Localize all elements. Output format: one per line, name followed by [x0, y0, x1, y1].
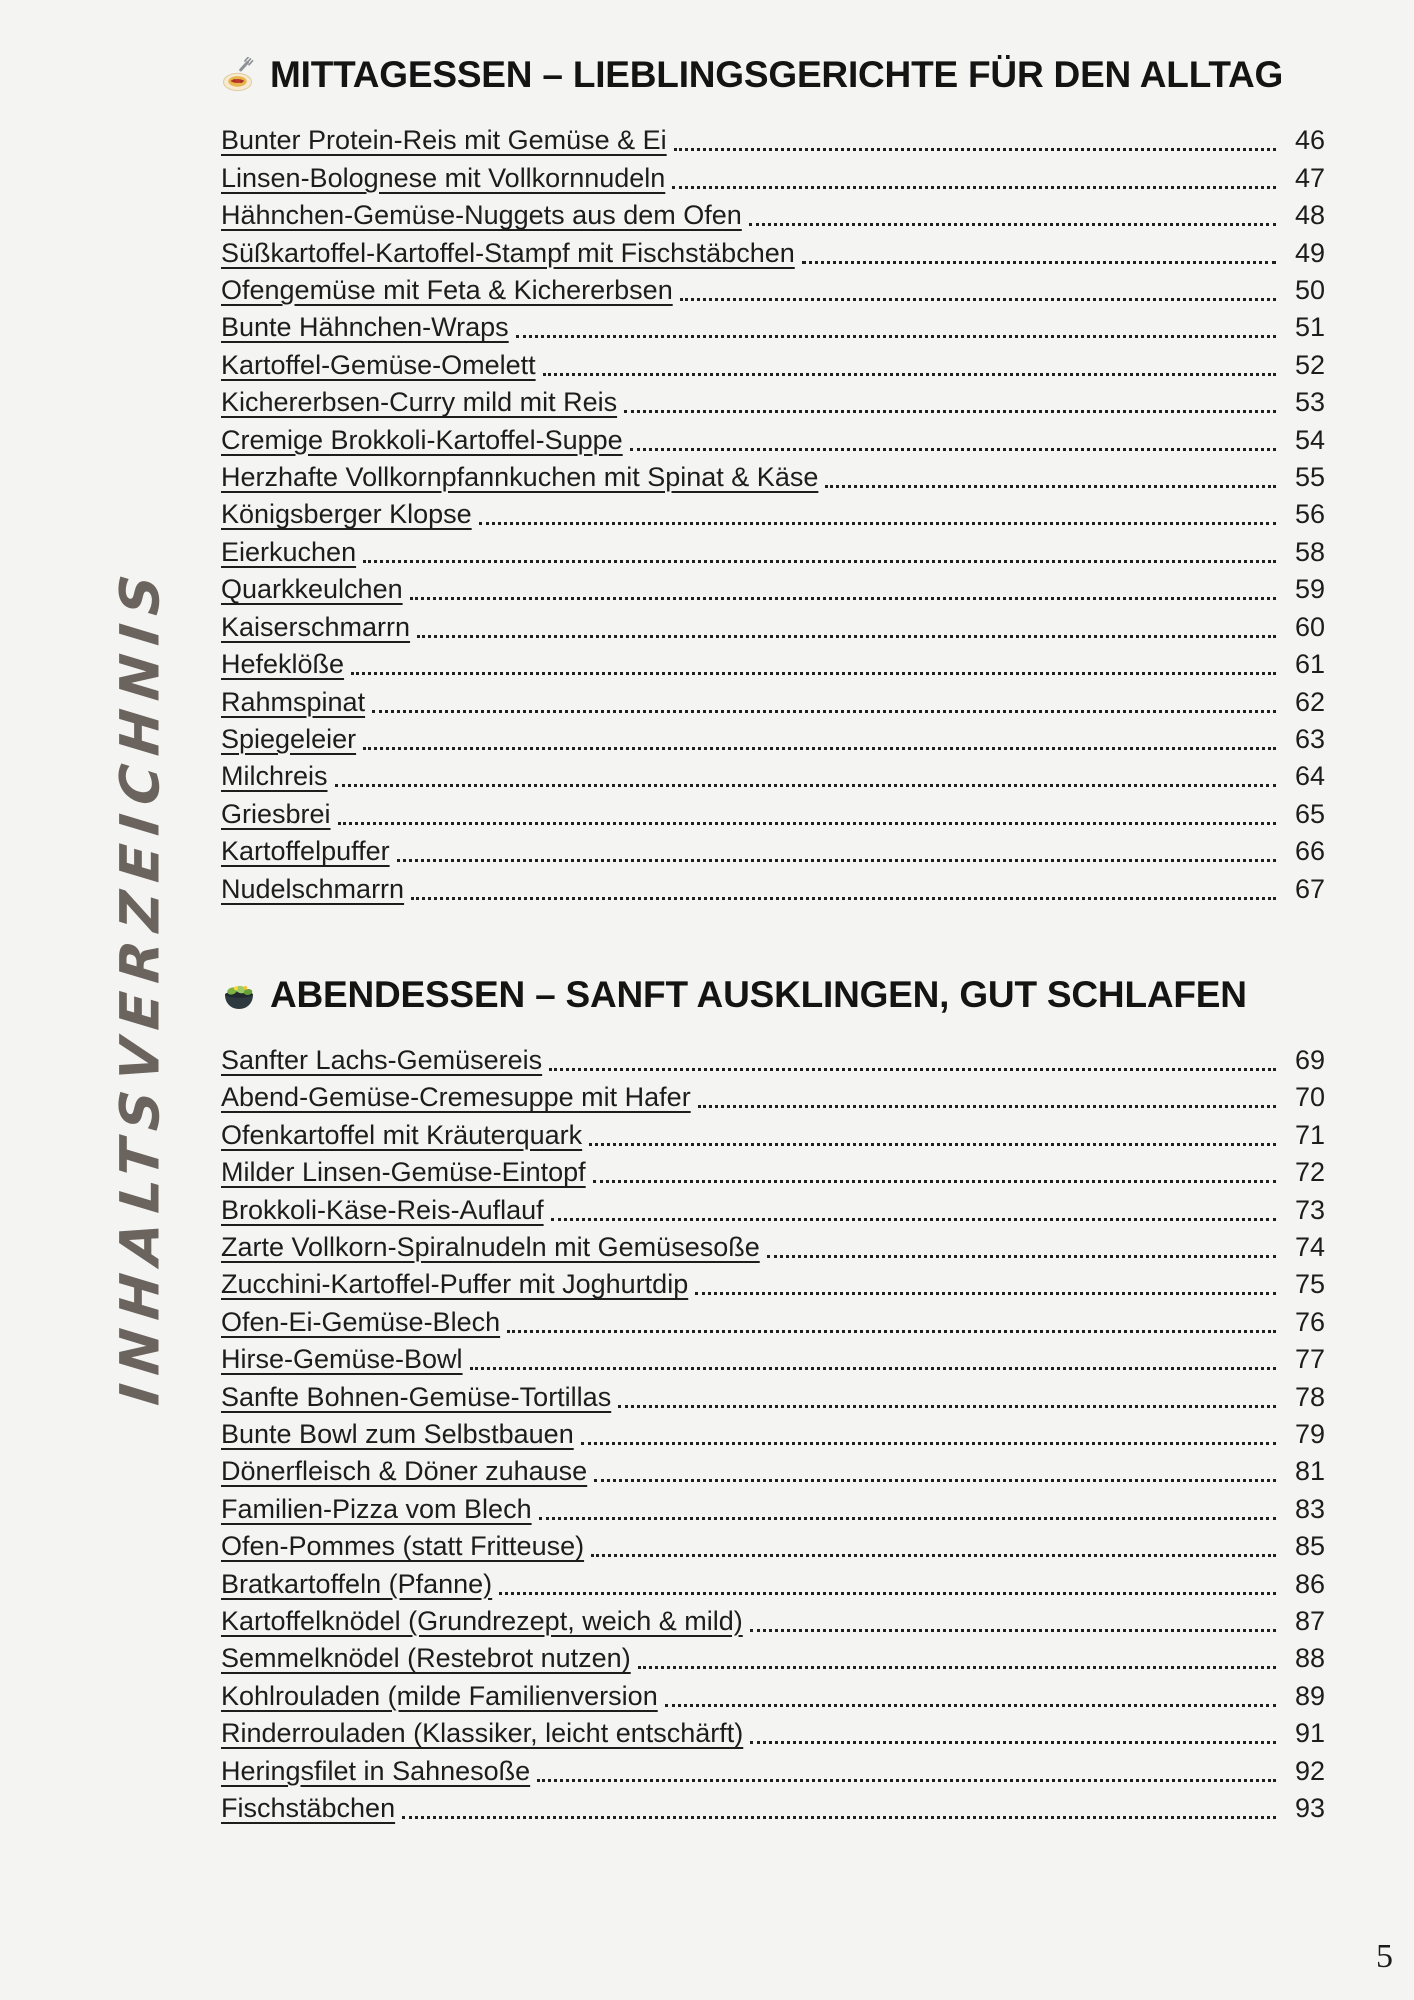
dot-leader: [749, 223, 1276, 226]
toc-entry[interactable]: [221, 870, 1325, 907]
toc-entry-title[interactable]: Ofengemüse mit Feta & Kichererbsen: [221, 275, 673, 306]
dot-leader: [539, 1517, 1276, 1520]
toc-entry-page: 89: [1294, 1680, 1325, 1711]
toc-entry-title[interactable]: Sanfte Bohnen-Gemüse-Tortillas: [221, 1381, 612, 1412]
dot-leader: [516, 335, 1276, 338]
toc-entry[interactable]: [221, 1490, 1325, 1527]
toc-entry-page: 73: [1294, 1194, 1325, 1225]
toc-entry-page: 53: [1294, 387, 1325, 418]
toc-list-abendessen: [221, 1042, 1325, 1828]
toc-entry[interactable]: [221, 1229, 1325, 1266]
toc-entry-page: 61: [1294, 649, 1325, 680]
dot-leader: [630, 448, 1276, 451]
toc-entry-title[interactable]: Cremige Brokkoli-Kartoffel-Suppe: [221, 424, 623, 455]
toc-entry[interactable]: [221, 1677, 1325, 1714]
dot-leader: [397, 859, 1276, 862]
toc-entry-title[interactable]: Eierkuchen: [221, 536, 357, 567]
dot-leader: [767, 1255, 1276, 1258]
toc-entry[interactable]: [221, 533, 1325, 570]
toc-entry-title[interactable]: Kichererbsen-Curry mild mit Reis: [221, 387, 618, 418]
toc-entry-title[interactable]: Ofen-Pommes (statt Fritteuse): [221, 1531, 585, 1562]
toc-entry-title[interactable]: Rinderrouladen (Klassiker, leicht entschärft): [221, 1718, 744, 1749]
toc-entry[interactable]: [221, 1640, 1325, 1677]
dot-leader: [549, 1068, 1276, 1071]
dot-leader: [750, 1741, 1276, 1744]
dot-leader: [624, 410, 1276, 413]
toc-entry-page: 86: [1294, 1568, 1325, 1599]
toc-entry-page: 54: [1294, 424, 1325, 455]
dot-leader: [338, 822, 1276, 825]
dot-leader: [470, 1367, 1276, 1370]
section-title: ABENDESSEN – SANFT AUSKLINGEN, GUT SCHLAFEN: [270, 973, 1247, 1015]
toc-entry[interactable]: [221, 683, 1325, 720]
toc-entry[interactable]: [221, 159, 1325, 196]
toc-entry-title[interactable]: Heringsfilet in Sahnesoße: [221, 1755, 531, 1786]
toc-entry-title[interactable]: Bunter Protein-Reis mit Gemüse & Ei: [221, 125, 667, 156]
toc-entry-page: 51: [1294, 312, 1325, 343]
toc-entry[interactable]: [221, 758, 1325, 795]
toc-entry-page: 48: [1294, 200, 1325, 231]
section-heading-mittagessen: [221, 54, 1325, 96]
section-abendessen: [221, 974, 1325, 1828]
toc-entry[interactable]: [221, 1752, 1325, 1789]
toc-entry[interactable]: [221, 1453, 1325, 1490]
toc-entry-page: 58: [1294, 536, 1325, 567]
toc-entry-page: 47: [1294, 162, 1325, 193]
toc-entry[interactable]: [221, 833, 1325, 870]
toc-entry[interactable]: [221, 1790, 1325, 1827]
toc-entry-title[interactable]: Kohlrouladen (milde Familienversion: [221, 1680, 658, 1711]
toc-entry[interactable]: [221, 1715, 1325, 1752]
toc-entry-page: 69: [1294, 1044, 1325, 1075]
toc-entry[interactable]: [221, 122, 1325, 159]
toc-entry[interactable]: [221, 421, 1325, 458]
toc-entry-title[interactable]: Kartoffelpuffer: [221, 836, 390, 867]
section-heading-abendessen: [221, 974, 1325, 1016]
dot-leader: [680, 298, 1276, 301]
toc-entry[interactable]: [221, 384, 1325, 421]
toc-entry[interactable]: [221, 1154, 1325, 1191]
toc-entry[interactable]: [221, 608, 1325, 645]
toc-entry-page: 77: [1294, 1344, 1325, 1375]
toc-entry[interactable]: [221, 1378, 1325, 1415]
toc-entry-title[interactable]: Milchreis: [221, 761, 328, 792]
toc-entry-title[interactable]: Hirse-Gemüse-Bowl: [221, 1344, 463, 1375]
toc-entry-page: 92: [1294, 1755, 1325, 1786]
toc-entry[interactable]: [221, 234, 1325, 271]
toc-entry-page: 49: [1294, 237, 1325, 268]
dot-leader: [695, 1292, 1276, 1295]
dot-leader: [593, 1180, 1276, 1183]
toc-entry[interactable]: [221, 1116, 1325, 1153]
toc-entry-page: 88: [1294, 1643, 1325, 1674]
toc-entry-title[interactable]: Königsberger Klopse: [221, 499, 472, 530]
toc-entry[interactable]: [221, 1303, 1325, 1340]
salad-bowl-emoji-icon: [221, 977, 257, 1013]
toc-entry-page: 83: [1294, 1493, 1325, 1524]
dot-leader: [537, 1779, 1276, 1782]
dot-leader: [665, 1704, 1276, 1707]
dot-leader: [638, 1666, 1276, 1669]
toc-entry-page: 70: [1294, 1082, 1325, 1113]
toc-entry-page: 64: [1294, 761, 1325, 792]
toc-entry-page: 63: [1294, 723, 1325, 754]
toc-entry-page: 75: [1294, 1269, 1325, 1300]
toc-entry-page: 46: [1294, 125, 1325, 156]
toc-entry-title[interactable]: Semmelknödel (Restebrot nutzen): [221, 1643, 631, 1674]
toc-entry[interactable]: [221, 1266, 1325, 1303]
section-title: MITTAGESSEN – LIEBLINGSGERICHTE FÜR DEN ALLTAG: [270, 54, 1284, 95]
toc-entry-title[interactable]: Nudelschmarrn: [221, 873, 405, 904]
toc-entry[interactable]: [221, 1191, 1325, 1228]
toc-entry-title[interactable]: Milder Linsen-Gemüse-Eintopf: [221, 1157, 586, 1188]
toc-entry[interactable]: [221, 1565, 1325, 1602]
toc-entry-title[interactable]: Sanfter Lachs-Gemüsereis: [221, 1044, 543, 1075]
toc-entry[interactable]: [221, 1603, 1325, 1640]
toc-entry-title[interactable]: Griesbrei: [221, 798, 331, 829]
toc-entry-title[interactable]: Zucchini-Kartoffel-Puffer mit Joghurtdip: [221, 1269, 689, 1300]
dot-leader: [543, 373, 1276, 376]
dot-leader: [698, 1105, 1276, 1108]
toc-entry-title[interactable]: Ofen-Ei-Gemüse-Blech: [221, 1306, 501, 1337]
toc-entry-title[interactable]: Hefeklöße: [221, 649, 345, 680]
toc-entry-page: 65: [1294, 798, 1325, 829]
toc-entry[interactable]: [221, 459, 1325, 496]
toc-entry-page: 67: [1294, 873, 1325, 904]
toc-entry[interactable]: [221, 197, 1325, 234]
dot-leader: [802, 261, 1276, 264]
toc-entry-page: 87: [1294, 1606, 1325, 1637]
toc-entry-page: 74: [1294, 1231, 1325, 1262]
dot-leader: [417, 635, 1276, 638]
toc-entry-title[interactable]: Süßkartoffel-Kartoffel-Stampf mit Fischstäbchen: [221, 237, 795, 268]
toc-entry-title[interactable]: Spiegeleier: [221, 723, 357, 754]
dot-leader: [589, 1143, 1276, 1146]
toc-entry-title[interactable]: Quarkkeulchen: [221, 574, 403, 605]
toc-entry[interactable]: [221, 571, 1325, 608]
toc-entry[interactable]: [221, 272, 1325, 309]
toc-entry-page: 79: [1294, 1419, 1325, 1449]
toc-entry-title[interactable]: Zarte Vollkorn-Spiralnudeln mit Gemüsesoße: [221, 1231, 760, 1262]
dot-leader: [363, 747, 1276, 750]
toc-entry-title[interactable]: Abend-Gemüse-Cremesuppe mit Hafer: [221, 1082, 691, 1113]
toc-entry-page: 72: [1294, 1157, 1325, 1188]
toc-entry[interactable]: [221, 1079, 1325, 1116]
toc-entry[interactable]: [221, 795, 1325, 832]
toc-entry-page: 52: [1294, 349, 1325, 380]
dot-leader: [507, 1330, 1276, 1333]
dot-leader: [591, 1554, 1276, 1557]
toc-entry-page: 60: [1294, 611, 1325, 642]
page-number: 5: [1376, 1938, 1393, 1975]
toc-entry[interactable]: [221, 346, 1325, 383]
toc-entry-page: 71: [1294, 1119, 1325, 1150]
toc-entry-title[interactable]: Bunte Hähnchen-Wraps: [221, 312, 509, 343]
dot-leader: [363, 560, 1276, 563]
spaghetti-plate-emoji-icon: [221, 57, 257, 93]
toc-entry[interactable]: [221, 1528, 1325, 1565]
dot-leader: [551, 1218, 1276, 1221]
toc-entry[interactable]: [221, 1341, 1325, 1378]
dot-leader: [750, 1629, 1276, 1632]
toc-entry-page: 81: [1294, 1456, 1325, 1487]
toc-entry[interactable]: [221, 1042, 1325, 1079]
toc-list-mittagessen: [221, 122, 1325, 908]
toc-entry-title[interactable]: Kaiserschmarrn: [221, 611, 411, 642]
toc-entry-title[interactable]: Kartoffel-Gemüse-Omelett: [221, 349, 536, 380]
toc-entry-title[interactable]: Hähnchen-Gemüse-Nuggets aus dem Ofen: [221, 200, 742, 231]
toc-entry-title[interactable]: Bunte Bowl zum Selbstbauen: [221, 1419, 574, 1449]
dot-leader: [825, 485, 1276, 488]
toc-entry-title[interactable]: Kartoffelknödel (Grundrezept, weich & mild): [221, 1606, 743, 1637]
toc-entry[interactable]: [221, 309, 1325, 346]
toc-entry-page: 85: [1294, 1531, 1325, 1562]
dot-leader: [499, 1592, 1276, 1595]
toc-entry-page: 62: [1294, 686, 1325, 717]
dot-leader: [594, 1479, 1276, 1482]
toc-entry-title[interactable]: Rahmspinat: [221, 686, 366, 717]
toc-entry[interactable]: [221, 1416, 1325, 1453]
toc-entry[interactable]: [221, 646, 1325, 683]
toc-entry-page: 56: [1294, 499, 1325, 530]
toc-entry-title[interactable]: Ofenkartoffel mit Kräuterquark: [221, 1119, 583, 1150]
dot-leader: [335, 784, 1276, 787]
toc-entry-title[interactable]: Familien-Pizza vom Blech: [221, 1493, 532, 1524]
toc-entry[interactable]: [221, 496, 1325, 533]
toc-entry-page: 55: [1294, 462, 1325, 493]
toc-entry-title[interactable]: Bratkartoffeln (Pfanne): [221, 1568, 493, 1599]
toc-entry-title[interactable]: Herzhafte Vollkornpfannkuchen mit Spinat & Käse: [221, 462, 819, 493]
dot-leader: [674, 148, 1276, 151]
toc-content: [221, 54, 1325, 1827]
toc-entry-title[interactable]: Fischstäbchen: [221, 1793, 396, 1824]
toc-entry-title[interactable]: Brokkoli-Käse-Reis-Auflauf: [221, 1194, 544, 1225]
toc-entry-title[interactable]: Linsen-Bolognese mit Vollkornnudeln: [221, 162, 666, 193]
dot-leader: [410, 597, 1276, 600]
dot-leader: [351, 672, 1276, 675]
dot-leader: [372, 710, 1276, 713]
toc-entry-page: 93: [1294, 1793, 1325, 1824]
toc-entry-page: 76: [1294, 1306, 1325, 1337]
toc-entry-page: 50: [1294, 275, 1325, 306]
dot-leader: [581, 1442, 1276, 1445]
toc-entry-page: 66: [1294, 836, 1325, 867]
dot-leader: [411, 897, 1276, 900]
toc-entry-page: 91: [1294, 1718, 1325, 1749]
toc-entry-page: 59: [1294, 574, 1325, 605]
toc-entry-title[interactable]: Dönerfleisch & Döner zuhause: [221, 1456, 588, 1487]
toc-entry[interactable]: [221, 721, 1325, 758]
section-mittagessen: [221, 54, 1325, 908]
dot-leader: [618, 1405, 1276, 1408]
toc-entry-page: 78: [1294, 1381, 1325, 1412]
dot-leader: [672, 186, 1276, 189]
dot-leader: [479, 522, 1276, 525]
vertical-page-title: INHALTSVERZEICHNIS: [108, 562, 172, 1408]
dot-leader: [402, 1816, 1276, 1819]
